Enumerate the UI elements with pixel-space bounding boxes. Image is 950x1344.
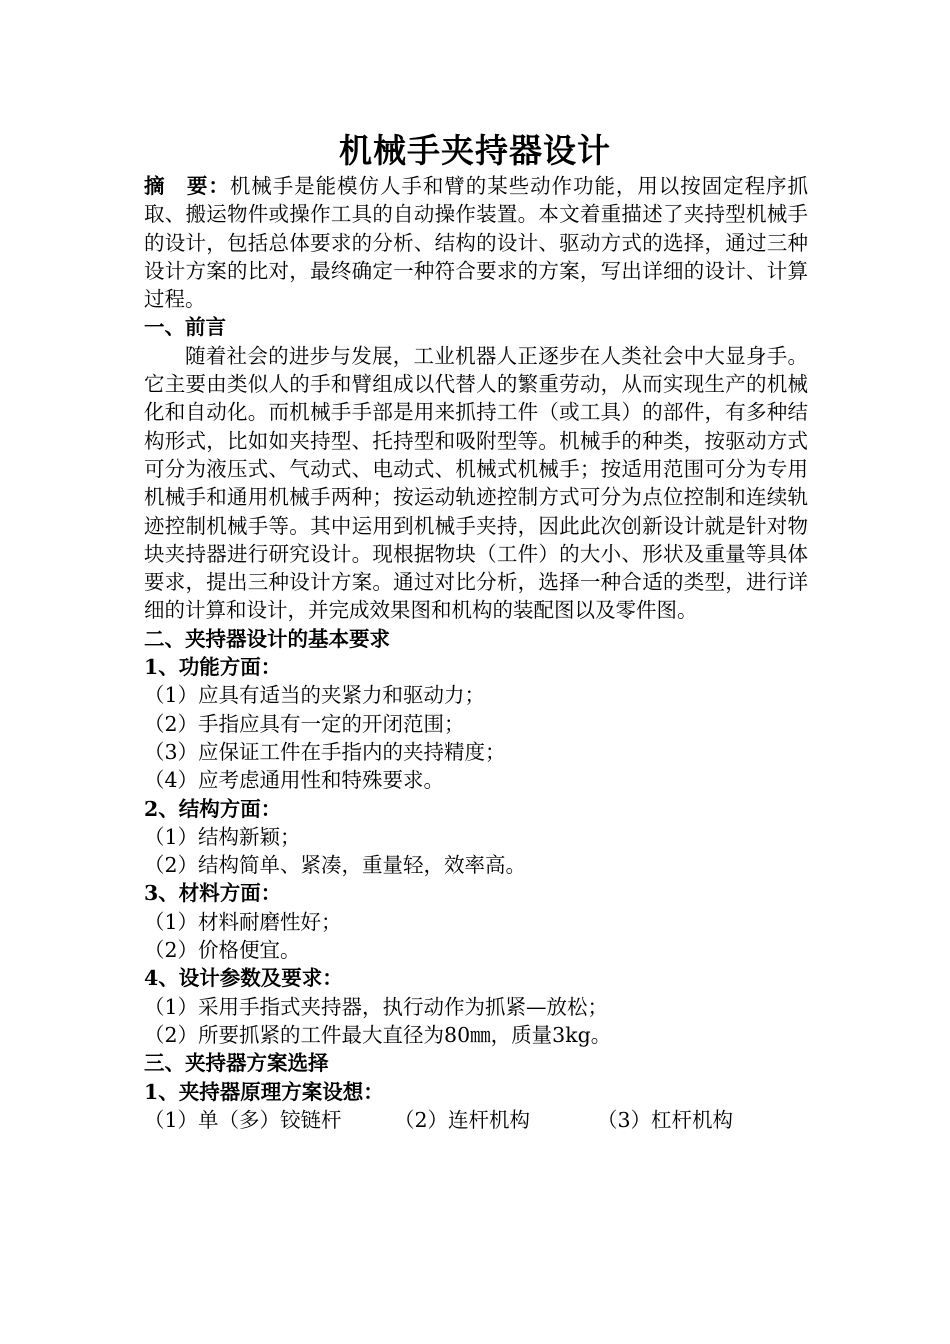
section-heading-preface: 一、前言 [144, 315, 226, 340]
list-item: （2）手指应具有一定的开闭范围； [144, 711, 465, 736]
scheme-option: （1）单（多）铰链杆 [144, 1107, 342, 1132]
list-item: （1）应具有适当的夹紧力和驱动力； [144, 683, 486, 708]
list-item: （1）材料耐磨性好； [144, 909, 342, 934]
subheading-material: 3、材料方面： [144, 881, 282, 906]
subheading-parameters: 4、设计参数及要求： [144, 966, 343, 991]
document-body [144, 172, 808, 1134]
list-item: （4）应考虑通用性和特殊要求。 [144, 768, 445, 793]
list-item: （2）所要抓紧的工件最大直径为80㎜，质量3kg。 [144, 1022, 612, 1047]
section-heading-requirements: 二、夹持器设计的基本要求 [144, 626, 390, 651]
abstract-label: 摘 要： [144, 174, 230, 198]
section-heading-scheme: 三、夹持器方案选择 [144, 1051, 329, 1076]
subheading-functional: 1、功能方面： [144, 655, 282, 680]
subheading-principle: 1、夹持器原理方案设想： [144, 1079, 384, 1104]
subheading-structural: 2、结构方面： [144, 796, 282, 821]
scheme-option: （3）杠杆机构 [597, 1107, 734, 1132]
list-item: （2）结构简单、紧凑，重量轻，效率高。 [144, 853, 527, 878]
scheme-option: （2）连杆机构 [394, 1107, 531, 1132]
scheme-options-row [144, 1106, 808, 1134]
abstract-text: 机械手是能模仿人手和臂的某些动作功能，用以按固定程序抓取、搬运物件或操作工具的自动操作装置。本文着重描述了夹持型机械手的设计，包括总体要求的分析、结构的设计、驱动方式的选择，通过三种设计方案的比对，最终确定一种符合要求的方案，写出详细的设计、计算过程。 [144, 174, 809, 312]
list-item: （2）价格便宜。 [144, 938, 301, 963]
list-item: （3）应保证工件在手指内的夹持精度； [144, 739, 506, 764]
list-item: （1）采用手指式夹持器，执行动作为抓紧—放松； [144, 994, 609, 1019]
list-item: （1）结构新颖； [144, 824, 301, 849]
abstract-paragraph [144, 172, 808, 313]
preface-paragraph: 随着社会的进步与发展，工业机器人正逐步在人类社会中大显身手。它主要由类似人的手和臂组成以代替人的繁重劳动，从而实现生产的机械化和自动化。而机械手手部是用来抓持工件（或工具）的部件，有多种结构形式，比如如夹持型、托持型和吸附型等。机械手的种类，按驱动方式可分为液压式、气动式、电动式、机械式机械手；按适用范围可分为专用机械手和通用机械手两种；按运动轨迹控制方式可分为点位控制和连续轨迹控制机械手等。其中运用到机械手夹持，因此此次创新设计就是针对物块夹持器进行研究设计。现根据物块（工件）的大小、形状及重量等具体要求，提出三种设计方案。通过对比分析，选择一种合适的类型，进行详细的计算和设计，并完成效果图和机构的装配图以及零件图。 [144, 343, 808, 623]
document-title: 机械手夹持器设计 [339, 131, 611, 170]
